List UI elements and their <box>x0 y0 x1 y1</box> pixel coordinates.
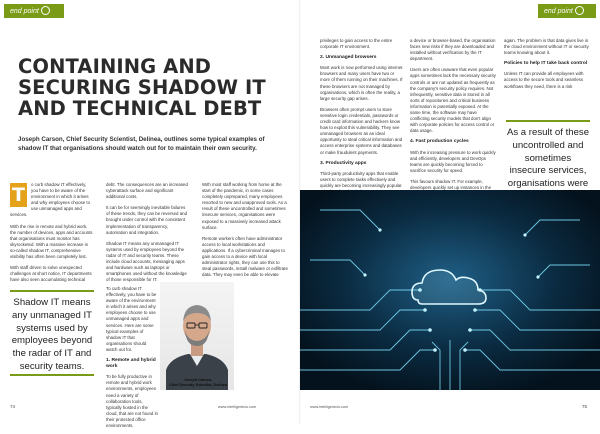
paragraph: With staff driven to solve unexpected challenges at short notice, IT departments have also seen accumulating technical <box>10 265 92 283</box>
paragraph: With most staff working from home at the start of the pandemic, in some cases completely unprepared, many employees resorted to new and unapproved tools. As a result of these uncontrolled and sometimes insecure services, organisations were exposed to a massively increased attack surface. <box>202 182 287 230</box>
portrait-caption <box>168 378 228 388</box>
paragraph: again. The problem is that data gives live in the cloud environment without IT or security teams knowing about it. <box>504 38 589 56</box>
paragraph <box>10 182 94 219</box>
portrait-illustration <box>160 282 234 390</box>
paragraph: debt. The consequences are an increased cyberattack surface and significant additional costs. <box>106 182 188 200</box>
paragraph: privileges to gain access to the entire corporate IT environment. <box>320 38 393 50</box>
page-number: 74 <box>10 404 16 409</box>
section-label: end point <box>10 8 39 15</box>
body-column-3 <box>202 182 288 283</box>
paragraph: Remote workers often have administrator access to local workstations and applications. If a cybercriminal manages to gain access to a device with local administrator rights, they can use this to steal passwords, install malware or exfiltrate data. They may even be able to elevate <box>202 235 288 278</box>
author-portrait <box>160 282 234 390</box>
section-tab <box>538 4 596 18</box>
left-page <box>0 0 300 428</box>
page-number: 75 <box>582 404 588 409</box>
paragraph: With the increasing pressure to work quickly and efficiently, developers and DevOps teams are quickly becoming forced to sacrifice security for speed. <box>410 149 496 173</box>
paragraph: a device or browser-based, the organisation faces new risks if they are downloaded and installed without verification by the IT department. <box>410 38 496 62</box>
footer-url: www.intelligentcio.com <box>218 405 257 409</box>
paragraph: It can be for seemingly inevitable failures of these trends, they can be reversed and brought under control with the consistent implementation of transparency, automation and integration. <box>106 205 188 235</box>
paragraph: Most work is now performed using internet browsers and many users have two or more of them running on their machines. If these browsers are not managed by organisations, which is often the reality, a large security gap arises. <box>320 65 403 101</box>
pull-quote: As a result of these uncontrolled and sometimes insecure services, organisations were <box>506 120 590 244</box>
article-headline: CONTAINING AND SECURING SHADOW IT AND TECHNICAL DEBT <box>18 55 266 120</box>
spread-gutter <box>299 0 301 424</box>
circle-outline-icon <box>41 6 50 15</box>
paragraph: To be fully productive in remote and hybrid work environments, employees need a variety of collaboration tools, typically hosted in the cloud, that are not found in their protected office environments. <box>106 374 158 428</box>
cloud-circuit-icon <box>300 190 600 390</box>
paragraph: With the rise in remote and hybrid work, the number of devices, apps and accounts that organisations must monitor has skyrocketed. With a massive increase in so-called shadow IT, comprehensive visibility has often been completely lost. <box>10 223 93 260</box>
circle-outline-icon <box>575 6 584 15</box>
paragraph-text: o curb shadow IT effectively, you have to be aware of the environment in which it arises and why employees choose to use unmanaged apps and services. <box>10 182 91 218</box>
caption-role: Chief Security Scientist, Delinea <box>168 383 228 387</box>
subheading: 1. Remote and hybrid work <box>106 358 156 370</box>
caption-name: Joseph Carson, <box>183 378 213 382</box>
cloud-circuit-hero <box>300 190 600 390</box>
paragraph: Third-party productivity apps that enable users to complete tasks effectively and quickly are becoming increasingly popular. <box>320 170 403 188</box>
paragraph: To curb shadow IT effectively, you have to be aware of the environment in which it arises and why employees choose to use unmanaged apps and services. Here are some typical examples of shadow IT that organisations should watch out for. <box>106 286 157 352</box>
section-tab <box>4 4 64 18</box>
section-label: end point <box>544 8 573 15</box>
paragraph: This favours shadow IT. For example, developers quickly set up instances in the <box>410 178 492 190</box>
body-column-3 <box>504 38 590 95</box>
paragraph: Shadow IT means any unmanaged IT systems used by employees beyond the radar of IT and security teams. These include cloud accounts, messaging apps and hardware such as laptops or smartphones used without the knowledge of those responsible for IT. <box>106 240 187 283</box>
paragraph: Users are often unaware that even popular apps sometimes lack the necessary security controls or are not updated as frequently as the company's security policy requires. Not infrequently, sensitive data is stored in all sorts of repositories and critical business information is potentially exposed. At the same time, the software may have conflicting security models that don't align with corporate policies for access control or data usage. <box>410 67 496 134</box>
subheading: 4. Fast production cycles <box>410 139 469 145</box>
subheading: Policies to help IT take back control <box>504 61 588 67</box>
footer-url: www.intelligentcio.com <box>310 405 349 409</box>
right-page <box>300 0 600 424</box>
body-column-1 <box>10 182 94 288</box>
subheading: 3. Productivity apps <box>320 160 367 166</box>
paragraph: Unless IT can provide all employees with access to the secure tools and seamless workflows they need, there is a risk <box>504 71 584 89</box>
subheading: 2. Unmanaged browsers <box>320 55 377 61</box>
body-column-1 <box>320 38 404 200</box>
standfirst: Joseph Carson, Chief Security Scientist, Delinea, outlines some typical examples of shadow IT that organisations should watch out for to maintain their own security. <box>18 136 265 152</box>
body-column-2-lower <box>106 286 158 434</box>
dropcap: T <box>10 183 27 207</box>
body-column-2 <box>410 38 496 202</box>
pull-quote: Shadow IT means any unmanaged IT systems used by employees beyond the radar of IT and security teams. <box>10 290 94 376</box>
body-column-2 <box>106 182 190 288</box>
paragraph: Browsers often prompt users to store sensitive login credentials, passwords or credit card information and hackers know how to exploit this vulnerability. They see unmanaged browsers as an ideal opportunity to steal critical information and access enterprise systems and databases or make fraudulent payments. <box>320 106 403 155</box>
